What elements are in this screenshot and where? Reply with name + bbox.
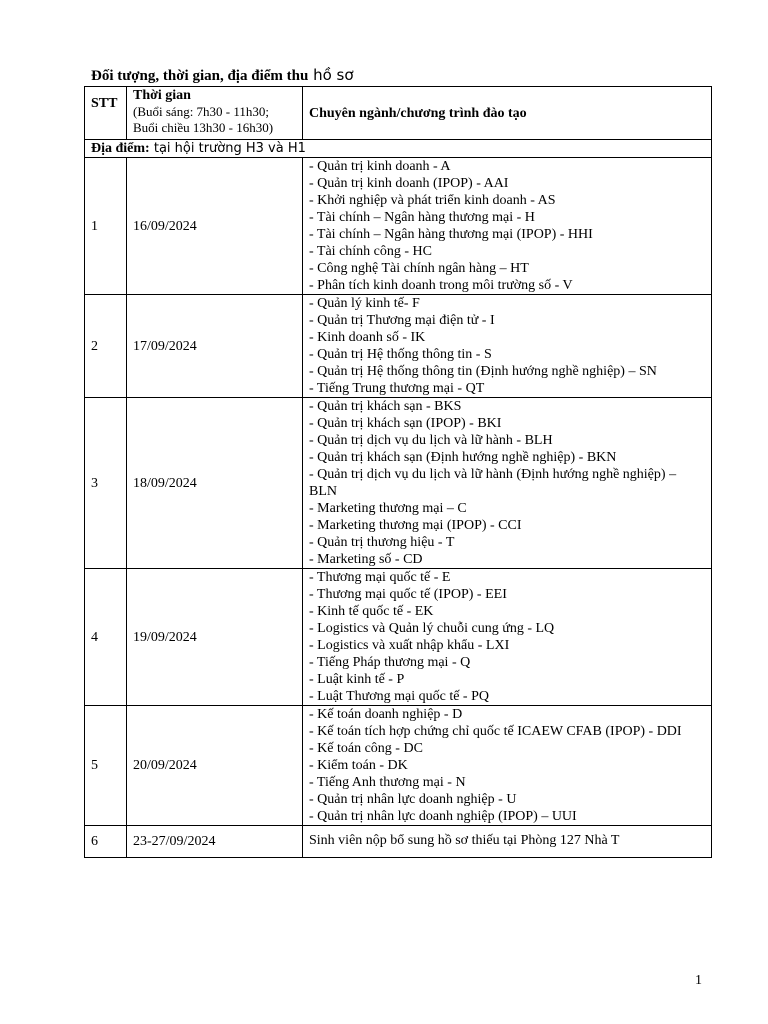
program-item: - Quản trị khách sạn - BKS (309, 399, 462, 414)
page-number: 1 (695, 973, 702, 988)
schedule-table (84, 86, 712, 858)
program-item: - Quản trị khách sạn (Định hướng nghề nghiệp) - BKN (309, 450, 617, 465)
program-item: - Quản trị Hệ thống thông tin - S (309, 347, 492, 362)
program-item: - Marketing số - CD (309, 552, 423, 567)
program-list (309, 398, 705, 568)
program-item: - Marketing thương mại (IPOP) - CCI (309, 518, 522, 533)
header-time-afternoon: Buổi chiều 13h30 - 16h30) (133, 120, 274, 135)
row-programs (303, 158, 712, 295)
program-item: - Quản trị Thương mại điện tử - I (309, 313, 495, 328)
program-item: - Luật Thương mại quốc tế - PQ (309, 689, 489, 704)
program-list (309, 569, 705, 705)
program-item: - Quản trị nhân lực doanh nghiệp - U (309, 792, 517, 807)
row-date: 20/09/2024 (127, 706, 303, 826)
row-date: 23-27/09/2024 (127, 826, 303, 858)
program-item: - Tài chính – Ngân hàng thương mại - H (309, 210, 535, 225)
program-list (309, 295, 705, 397)
table-row (85, 158, 712, 295)
program-item: - Thương mại quốc tế - E (309, 570, 451, 585)
program-item: - Quản trị dịch vụ du lịch và lữ hành - BLH (309, 433, 553, 448)
program-item: - Công nghệ Tài chính ngân hàng – HT (309, 261, 529, 276)
program-item: - Logistics và xuất nhập khẩu - LXI (309, 638, 510, 653)
program-list (309, 158, 705, 294)
header-programs: Chuyên ngành/chương trình đào tạo (303, 87, 712, 140)
row-date: 16/09/2024 (127, 158, 303, 295)
program-item: - Luật kinh tế - P (309, 672, 405, 687)
table-row (85, 398, 712, 569)
row-note: Sinh viên nộp bổ sung hồ sơ thiếu tại Phòng 127 Nhà T (303, 826, 712, 858)
program-item: - Quản lý kinh tế- F (309, 296, 420, 311)
header-time (127, 87, 303, 140)
header-time-morning: (Buổi sáng: 7h30 - 11h30; (133, 104, 270, 119)
location-label: Địa điểm: (91, 141, 150, 156)
section-heading-main: Đối tượng, thời gian, địa điểm thu (91, 68, 309, 84)
program-item: - Tiếng Trung thương mại - QT (309, 381, 485, 396)
section-heading-tail: hồ sơ (308, 66, 354, 84)
table-row-last (85, 826, 712, 858)
program-item: - Quản trị thương hiệu - T (309, 535, 455, 550)
row-programs (303, 398, 712, 569)
program-item: - Kinh doanh số - IK (309, 330, 426, 345)
program-item: - Kinh tế quốc tế - EK (309, 604, 434, 619)
table-row (85, 295, 712, 398)
table-row (85, 569, 712, 706)
program-item: - Kế toán công - DC (309, 741, 423, 756)
location-value: tại hội trường H3 và H1 (149, 141, 306, 156)
row-stt: 2 (85, 295, 127, 398)
program-item: - Tài chính – Ngân hàng thương mại (IPOP) - HHI (309, 227, 593, 242)
program-item: - Quản trị nhân lực doanh nghiệp (IPOP) – UUI (309, 809, 577, 824)
program-item: - Quản trị khách sạn (IPOP) - BKI (309, 416, 502, 431)
row-programs (303, 295, 712, 398)
program-item: - Quản trị kinh doanh - A (309, 159, 451, 174)
program-item: - Kế toán doanh nghiệp - D (309, 707, 463, 722)
row-programs (303, 569, 712, 706)
program-item: - Phân tích kinh doanh trong môi trường số - V (309, 278, 573, 293)
program-item: - Kế toán tích hợp chứng chỉ quốc tế ICAEW CFAB (IPOP) - DDI (309, 724, 682, 739)
row-stt: 4 (85, 569, 127, 706)
program-item: - Quản trị dịch vụ du lịch và lữ hành (Định hướng nghề nghiệp) – BLN (309, 467, 677, 499)
location-row (85, 140, 712, 158)
row-date: 17/09/2024 (127, 295, 303, 398)
row-stt: 1 (85, 158, 127, 295)
program-item: - Kiểm toán - DK (309, 758, 408, 773)
header-stt: STT (85, 87, 127, 140)
program-item: - Thương mại quốc tế (IPOP) - EEI (309, 587, 507, 602)
program-item: - Tiếng Anh thương mại - N (309, 775, 466, 790)
table-header-row (85, 87, 712, 140)
row-stt: 5 (85, 706, 127, 826)
program-item: - Marketing thương mại – C (309, 501, 467, 516)
header-time-label: Thời gian (133, 88, 191, 103)
program-item: - Khởi nghiệp và phát triển kinh doanh - AS (309, 193, 556, 208)
program-item: - Logistics và Quản lý chuỗi cung ứng - LQ (309, 621, 555, 636)
table-row (85, 706, 712, 826)
program-item: - Quản trị Hệ thống thông tin (Định hướng nghề nghiệp) – SN (309, 364, 657, 379)
program-item: - Tài chính công - HC (309, 244, 432, 259)
row-date: 18/09/2024 (127, 398, 303, 569)
program-item: - Quản trị kinh doanh (IPOP) - AAI (309, 176, 509, 191)
location-cell (85, 140, 712, 158)
row-stt: 6 (85, 826, 127, 858)
row-stt: 3 (85, 398, 127, 569)
row-date: 19/09/2024 (127, 569, 303, 706)
section-heading (91, 66, 354, 85)
program-list (309, 706, 705, 825)
program-item: - Tiếng Pháp thương mại - Q (309, 655, 471, 670)
row-programs (303, 706, 712, 826)
